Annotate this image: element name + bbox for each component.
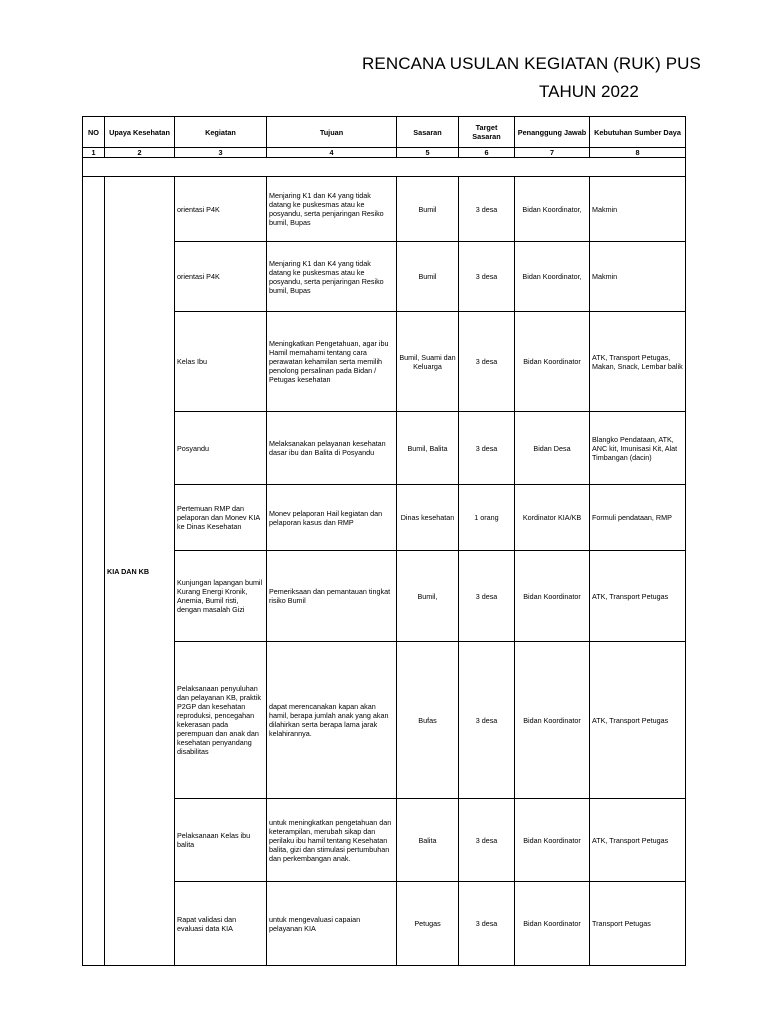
header-target: Target Sasaran	[459, 117, 515, 148]
kegiatan-cell: Posyandu	[175, 412, 267, 485]
column-number-row	[83, 148, 686, 158]
kebutuhan-cell: Transport Petugas	[590, 882, 686, 966]
penanggung-jawab-cell: Bidan Koordinator,	[515, 177, 590, 242]
sasaran-cell: Balita	[397, 799, 459, 882]
kegiatan-cell: Kunjungan lapangan bumil Kurang Energi Kronik, Anemia, Bumil risti, dengan masalah Gizi	[175, 551, 267, 642]
penanggung-jawab-cell: Kordinator KIA/KB	[515, 485, 590, 551]
header-penanggung-jawab: Penanggung Jawab	[515, 117, 590, 148]
column-number: 3	[175, 148, 267, 158]
kegiatan-cell: Pelaksanaan Kelas ibu balita	[175, 799, 267, 882]
blank-row	[83, 158, 686, 177]
header-sasaran: Sasaran	[397, 117, 459, 148]
kegiatan-cell: Pelaksanaan penyuluhan dan pelayanan KB, praktik P2GP dan kesehatan reproduksi, pencegahan kekerasan pada perempuan dan anak dan kesehatan penyandang disabilitas	[175, 642, 267, 799]
header-no: NO	[83, 117, 105, 148]
sasaran-cell: Bumil, Balita	[397, 412, 459, 485]
target-cell: 3 desa	[459, 242, 515, 312]
column-number: 8	[590, 148, 686, 158]
table-row	[83, 177, 686, 242]
column-number: 5	[397, 148, 459, 158]
kebutuhan-cell: Makmin	[590, 242, 686, 312]
penanggung-jawab-cell: Bidan Koordinator,	[515, 242, 590, 312]
penanggung-jawab-cell: Bidan Desa	[515, 412, 590, 485]
header-kegiatan: Kegiatan	[175, 117, 267, 148]
penanggung-jawab-cell: Bidan Koordinator	[515, 642, 590, 799]
sasaran-cell: Dinas kesehatan	[397, 485, 459, 551]
kegiatan-cell: orientasi P4K	[175, 242, 267, 312]
target-cell: 3 desa	[459, 642, 515, 799]
penanggung-jawab-cell: Bidan Koordinator	[515, 799, 590, 882]
sasaran-cell: Bumil	[397, 177, 459, 242]
kebutuhan-cell: Makmin	[590, 177, 686, 242]
kebutuhan-cell: ATK, Transport Petugas, Makan, Snack, Lembar balik	[590, 312, 686, 412]
column-number: 1	[83, 148, 105, 158]
ruk-table	[82, 116, 686, 966]
target-cell: 3 desa	[459, 551, 515, 642]
target-cell: 3 desa	[459, 412, 515, 485]
kegiatan-cell: Pertemuan RMP dan pelaporan dan Monev KIA ke Dinas Kesehatan	[175, 485, 267, 551]
document-title: RENCANA USULAN KEGIATAN (RUK) PUS	[362, 54, 701, 73]
sasaran-cell: Petugas	[397, 882, 459, 966]
kebutuhan-cell: ATK, Transport Petugas	[590, 642, 686, 799]
tujuan-cell: Pemeriksaan dan pemantauan tingkat risiko Bumil	[267, 551, 397, 642]
document-year: TAHUN 2022	[539, 82, 639, 101]
upaya-kesehatan-cell: KIA DAN KB	[105, 177, 175, 966]
tujuan-cell: dapat merencanakan kapan akan hamil, berapa jumlah anak yang akan dilahirkan serta berapa lama jarak kelahirannya.	[267, 642, 397, 799]
penanggung-jawab-cell: Bidan Koordinator	[515, 312, 590, 412]
header-tujuan: Tujuan	[267, 117, 397, 148]
sasaran-cell: Bumil	[397, 242, 459, 312]
tujuan-cell: untuk mengevaluasi capaian pelayanan KIA	[267, 882, 397, 966]
kebutuhan-cell: Formuli pendataan, RMP	[590, 485, 686, 551]
penanggung-jawab-cell: Bidan Koordinator	[515, 551, 590, 642]
kebutuhan-cell: ATK, Transport Petugas	[590, 799, 686, 882]
tujuan-cell: Melaksanakan pelayanan kesehatan dasar ibu dan Balita di Posyandu	[267, 412, 397, 485]
kegiatan-cell: Rapat validasi dan evaluasi data KIA	[175, 882, 267, 966]
sasaran-cell: Bumil, Suami dan Keluarga	[397, 312, 459, 412]
blank-cell	[83, 158, 686, 177]
column-number: 6	[459, 148, 515, 158]
penanggung-jawab-cell: Bidan Koordinator	[515, 882, 590, 966]
target-cell: 3 desa	[459, 177, 515, 242]
no-cell	[83, 177, 105, 966]
target-cell: 3 desa	[459, 312, 515, 412]
header-row	[83, 117, 686, 148]
target-cell: 1 orang	[459, 485, 515, 551]
tujuan-cell: Menjaring K1 dan K4 yang tidak datang ke puskesmas atau ke posyandu, serta penjaringan Resiko bumil, Bupas	[267, 177, 397, 242]
target-cell: 3 desa	[459, 799, 515, 882]
kebutuhan-cell: Blangko Pendataan, ATK, ANC kit, Imunisasi Kit, Alat Timbangan (dacin)	[590, 412, 686, 485]
kegiatan-cell: orientasi P4K	[175, 177, 267, 242]
header-kebutuhan: Kebutuhan Sumber Daya	[590, 117, 686, 148]
kebutuhan-cell: ATK, Transport Petugas	[590, 551, 686, 642]
tujuan-cell: Menjaring K1 dan K4 yang tidak datang ke puskesmas atau ke posyandu, serta penjaringan Resiko bumil, Bupas	[267, 242, 397, 312]
sasaran-cell: Bumil,	[397, 551, 459, 642]
header-upaya: Upaya Kesehatan	[105, 117, 175, 148]
tujuan-cell: untuk meningkatkan pengetahuan dan keterampilan, merubah sikap dan perilaku ibu hamil tentang Kesehatan balita, gizi dan stimulasi pertumbuhan dan perkembangan anak.	[267, 799, 397, 882]
tujuan-cell: Meningkatkan Pengetahuan, agar ibu Hamil memahami tentang cara perawatan kehamilan serta memilih penolong persalinan pada Bidan / Petugas kesehatan	[267, 312, 397, 412]
tujuan-cell: Monev pelaporan Hail kegiatan dan pelaporan kasus dan RMP	[267, 485, 397, 551]
kegiatan-cell: Kelas Ibu	[175, 312, 267, 412]
target-cell: 3 desa	[459, 882, 515, 966]
column-number: 7	[515, 148, 590, 158]
column-number: 4	[267, 148, 397, 158]
sasaran-cell: Bufas	[397, 642, 459, 799]
column-number: 2	[105, 148, 175, 158]
